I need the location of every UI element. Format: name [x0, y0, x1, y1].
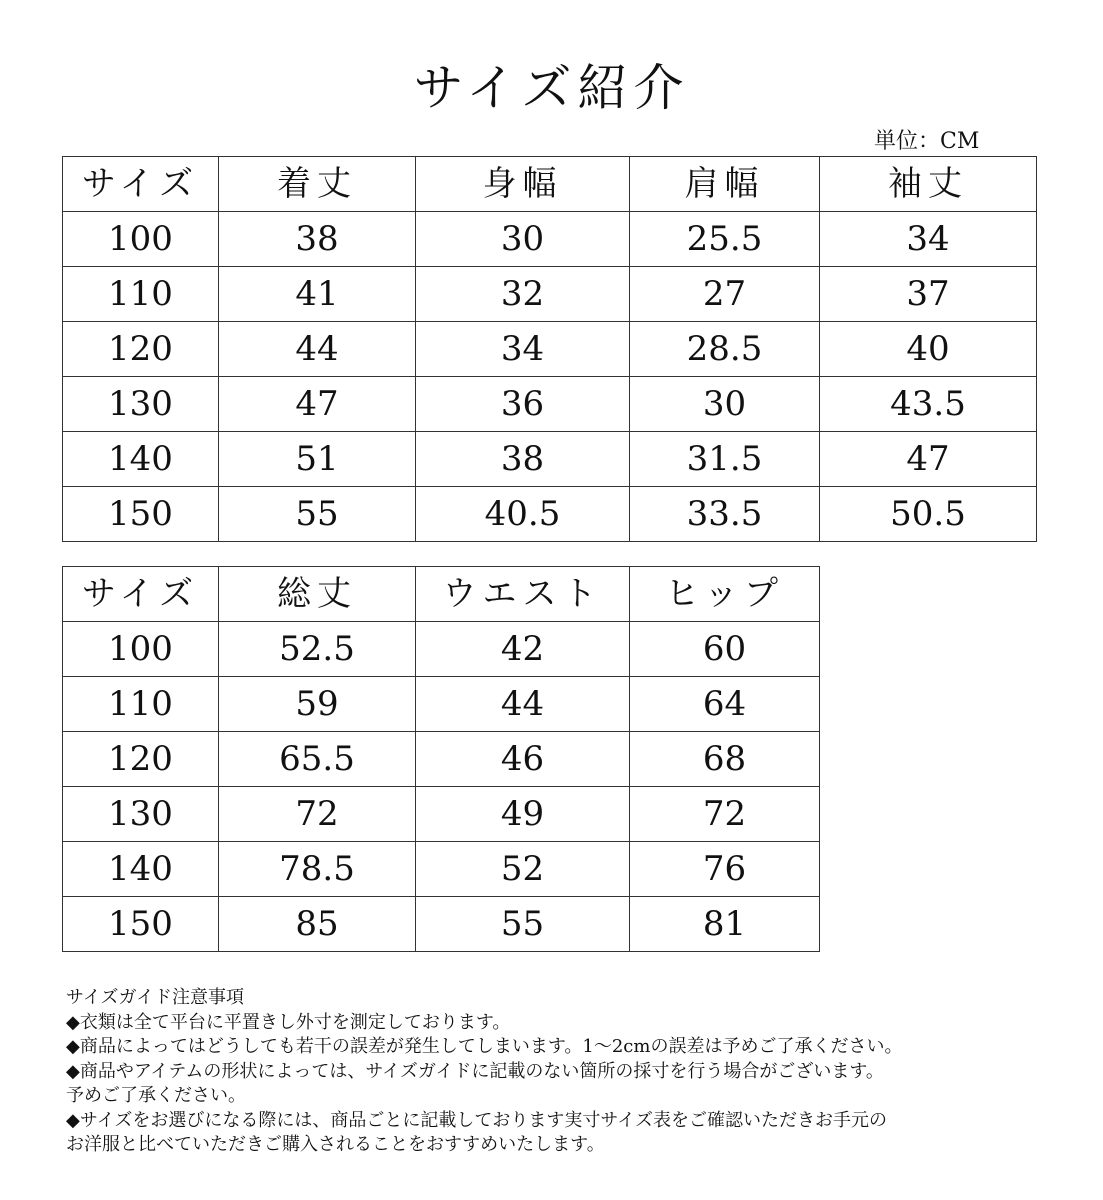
table-cell: 34: [820, 212, 1037, 267]
header-cell: 肩幅: [630, 157, 820, 212]
table-cell: 30: [630, 377, 820, 432]
table-cell: 50.5: [820, 487, 1037, 542]
table-cell: 78.5: [219, 842, 416, 897]
table-cell: 31.5: [630, 432, 820, 487]
table-cell: 120: [63, 732, 219, 787]
note-line: ◆衣類は全て平台に平置きし外寸を測定しております。: [66, 1011, 511, 1033]
size-table-tops: [62, 156, 1037, 542]
table-cell: 40: [820, 322, 1037, 377]
table-row: [63, 622, 820, 677]
table-cell: 55: [219, 487, 416, 542]
table-header-row: [63, 567, 820, 622]
table-row: [63, 787, 820, 842]
table-cell: 43.5: [820, 377, 1037, 432]
note-line: ◆サイズをお選びになる際には、商品ごとに記載しております実寸サイズ表をご確認いただきお手元の: [66, 1109, 887, 1131]
table-cell: 65.5: [219, 732, 416, 787]
table-cell: 55: [416, 897, 630, 952]
note-line: お洋服と比べていただきご購入されることをおすすめいたします。: [66, 1134, 605, 1155]
table-cell: 100: [63, 622, 219, 677]
table-cell: 150: [63, 487, 219, 542]
table-cell: 72: [219, 787, 416, 842]
table-cell: 52.5: [219, 622, 416, 677]
table-cell: 59: [219, 677, 416, 732]
note-line: ◆商品やアイテムの形状によっては、サイズガイドに記載のない箇所の採寸を行う場合がございます。: [66, 1060, 884, 1082]
table-cell: 49: [416, 787, 630, 842]
table-cell: 41: [219, 267, 416, 322]
table-cell: 25.5: [630, 212, 820, 267]
page-title: サイズ紹介: [413, 59, 690, 117]
table-row: [63, 677, 820, 732]
table-cell: 32: [416, 267, 630, 322]
table-row: [63, 377, 1037, 432]
size-guide-notes: [66, 986, 1066, 1158]
table-row: [63, 842, 820, 897]
table-cell: 51: [219, 432, 416, 487]
table-cell: 85: [219, 897, 416, 952]
header-cell: サイズ: [63, 157, 219, 212]
table-row: [63, 732, 820, 787]
table-cell: 42: [416, 622, 630, 677]
table-cell: 100: [63, 212, 219, 267]
table-row: [63, 267, 1037, 322]
table-cell: 38: [416, 432, 630, 487]
table-cell: 68: [630, 732, 820, 787]
table-cell: 140: [63, 842, 219, 897]
table-cell: 72: [630, 787, 820, 842]
table-cell: 36: [416, 377, 630, 432]
table-cell: 120: [63, 322, 219, 377]
table-cell: 38: [219, 212, 416, 267]
unit-label: 単位：CM: [874, 129, 980, 154]
table-cell: 37: [820, 267, 1037, 322]
table-header-row: [63, 157, 1037, 212]
table-cell: 46: [416, 732, 630, 787]
table-cell: 34: [416, 322, 630, 377]
table-cell: 47: [219, 377, 416, 432]
header-cell: 袖丈: [820, 157, 1037, 212]
table-row: [63, 432, 1037, 487]
header-cell: ヒップ: [630, 567, 820, 622]
table-row: [63, 487, 1037, 542]
table-row: [63, 212, 1037, 267]
table-cell: 130: [63, 787, 219, 842]
table-cell: 44: [416, 677, 630, 732]
header-cell: 身幅: [416, 157, 630, 212]
table-row: [63, 322, 1037, 377]
table-row: [63, 897, 820, 952]
table-cell: 81: [630, 897, 820, 952]
header-cell: サイズ: [63, 567, 219, 622]
table-cell: 28.5: [630, 322, 820, 377]
table-cell: 150: [63, 897, 219, 952]
table-cell: 64: [630, 677, 820, 732]
table-cell: 110: [63, 267, 219, 322]
size-table-bottoms: [62, 566, 820, 952]
table-cell: 33.5: [630, 487, 820, 542]
table-cell: 40.5: [416, 487, 630, 542]
table-cell: 52: [416, 842, 630, 897]
note-line: 予めご了承ください。: [66, 1085, 246, 1106]
table-cell: 30: [416, 212, 630, 267]
header-cell: 総丈: [219, 567, 416, 622]
table-cell: 60: [630, 622, 820, 677]
notes-heading: サイズガイド注意事項: [66, 987, 245, 1008]
note-line: ◆商品によってはどうしても若干の誤差が発生してしまいます。1～2cmの誤差は予めご了承ください。: [66, 1036, 903, 1057]
table-cell: 130: [63, 377, 219, 432]
header-cell: ウエスト: [416, 567, 630, 622]
table-cell: 110: [63, 677, 219, 732]
table-cell: 140: [63, 432, 219, 487]
table-cell: 76: [630, 842, 820, 897]
table-cell: 44: [219, 322, 416, 377]
table-cell: 27: [630, 267, 820, 322]
header-cell: 着丈: [219, 157, 416, 212]
table-cell: 47: [820, 432, 1037, 487]
